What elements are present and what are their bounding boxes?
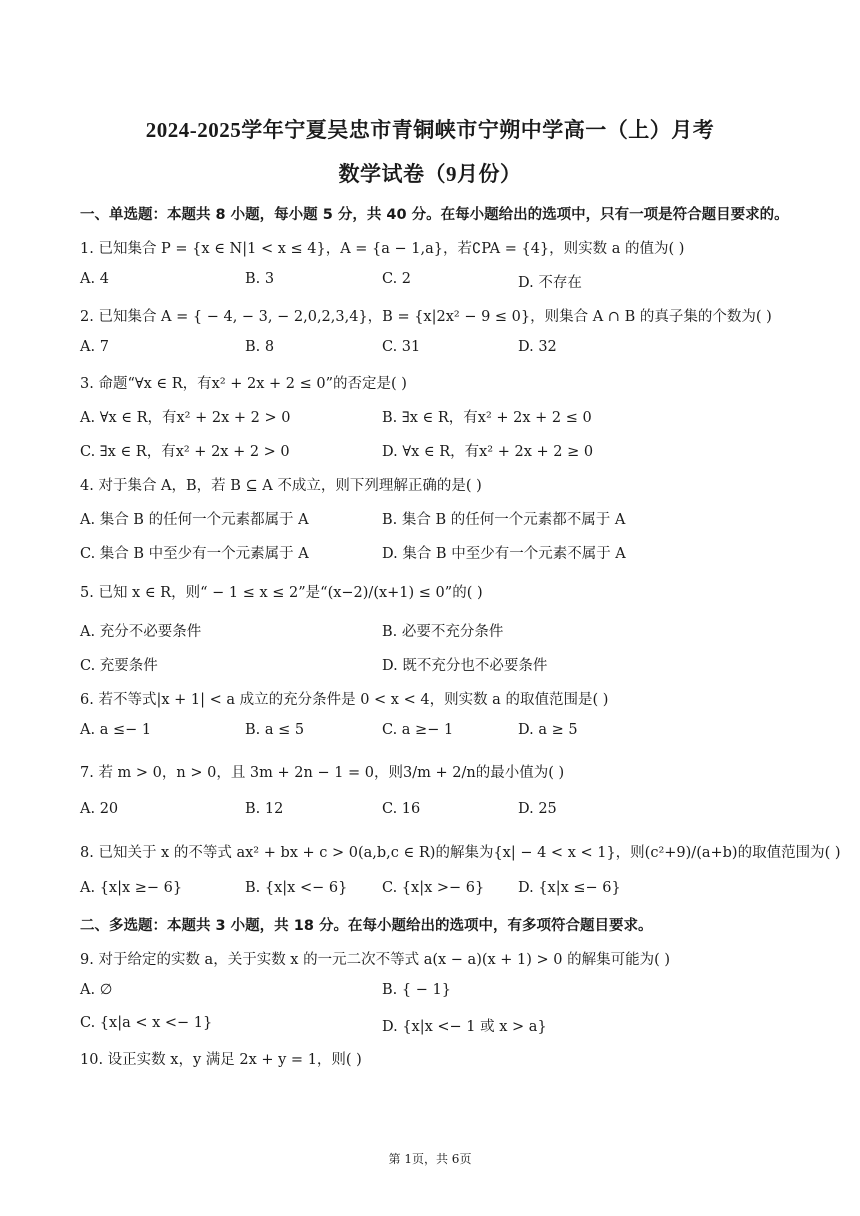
question-1-stem: 1. 已知集合 P = {x ∈ N|1 < x ≤ 4}，A = {a − 1,a}，若∁PA = {4}，则实数 a 的值为( ) [80, 241, 685, 257]
question-2-option-b: B. 8 [245, 339, 275, 355]
question-9-option-b: B. { − 1} [382, 982, 451, 998]
question-8-option-b: B. {x|x <− 6} [245, 880, 348, 896]
question-6-option-b: B. a ≤ 5 [245, 722, 305, 738]
question-3-option-c: C. ∃x ∈ R，有x² + 2x + 2 > 0 [80, 444, 290, 460]
question-6-option-a: A. a ≤− 1 [80, 722, 152, 738]
question-7-option-a: A. 20 [80, 801, 119, 817]
question-7-option-d: D. 25 [518, 801, 557, 817]
question-5-option-a: A. 充分不必要条件 [80, 624, 202, 640]
question-10-stem: 10. 设正实数 x，y 满足 2x + y = 1，则( ) [80, 1052, 362, 1068]
exam-title: 2024-2025学年宁夏吴忠市青铜峡市宁朔中学高一（上）月考 [145, 118, 715, 142]
question-6-option-c: C. a ≥− 1 [382, 722, 454, 738]
question-5-option-b: B. 必要不充分条件 [382, 624, 504, 640]
question-5-stem: 5. 已知 x ∈ R，则“ − 1 ≤ x ≤ 2”是“(x−2)/(x+1) ≤ 0”的( ) [80, 585, 483, 601]
question-1-option-d: D. 不存在 [518, 275, 582, 291]
question-7-stem: 7. 若 m > 0，n > 0，且 3m + 2n − 1 = 0，则3/m + 2/n的最小值为( ) [80, 765, 565, 781]
question-2-option-a: A. 7 [80, 339, 109, 355]
question-1-option-a: A. 4 [80, 271, 109, 287]
question-6-option-d: D. a ≥ 5 [518, 722, 578, 738]
question-5-option-d: D. 既不充分也不必要条件 [382, 658, 548, 674]
section-multiple-choice: 二、多选题：本题共 3 小题，共 18 分。在每小题给出的选项中，有多项符合题目要求。 [80, 918, 653, 934]
question-7-option-c: C. 16 [382, 801, 421, 817]
question-8-stem: 8. 已知关于 x 的不等式 ax² + bx + c > 0(a,b,c ∈ R)的解集为{x| − 4 < x < 1}，则(c²+9)/(a+b)的取值范围为( ) [80, 845, 841, 861]
question-2-stem: 2. 已知集合 A = { − 4, − 3, − 2,0,2,3,4}，B = {x|2x² − 9 ≤ 0}，则集合 A ∩ B 的真子集的个数为( ) [80, 309, 772, 325]
section-single-choice: 一、单选题：本题共 8 小题，每小题 5 分，共 40 分。在每小题给出的选项中，只有一项是符合题目要求的。 [80, 207, 789, 223]
question-4-option-d: D. 集合 B 中至少有一个元素不属于 A [382, 546, 626, 562]
question-3-option-a: A. ∀x ∈ R，有x² + 2x + 2 > 0 [80, 410, 291, 426]
question-4-stem: 4. 对于集合 A，B，若 B ⊆ A 不成立，则下列理解正确的是( ) [80, 478, 482, 494]
question-1-option-c: C. 2 [382, 271, 412, 287]
question-8-option-d: D. {x|x ≤− 6} [518, 880, 621, 896]
question-8-option-a: A. {x|x ≥− 6} [80, 880, 183, 896]
question-2-option-c: C. 31 [382, 339, 421, 355]
question-2-option-d: D. 32 [518, 339, 557, 355]
question-8-option-c: C. {x|x >− 6} [382, 880, 485, 896]
question-4-option-a: A. 集合 B 的任何一个元素都属于 A [80, 512, 309, 528]
question-4-option-b: B. 集合 B 的任何一个元素都不属于 A [382, 512, 626, 528]
question-7-option-b: B. 12 [245, 801, 284, 817]
question-9-option-c: C. {x|a < x <− 1} [80, 1015, 213, 1031]
question-3-stem: 3. 命题“∀x ∈ R，有x² + 2x + 2 ≤ 0”的否定是( ) [80, 376, 407, 392]
question-6-stem: 6. 若不等式|x + 1| < a 成立的充分条件是 0 < x < 4，则实数 a 的取值范围是( ) [80, 692, 609, 708]
question-4-option-c: C. 集合 B 中至少有一个元素属于 A [80, 546, 309, 562]
exam-subtitle: 数学试卷（9月份） [338, 162, 522, 186]
question-3-option-d: D. ∀x ∈ R，有x² + 2x + 2 ≥ 0 [382, 444, 594, 460]
question-5-option-c: C. 充要条件 [80, 658, 158, 674]
question-3-option-b: B. ∃x ∈ R，有x² + 2x + 2 ≤ 0 [382, 410, 592, 426]
page-footer: 第 1页，共 6页 [388, 1152, 472, 1166]
question-9-option-d: D. {x|x <− 1 或 x > a} [382, 1019, 547, 1035]
question-9-stem: 9. 对于给定的实数 a，关于实数 x 的一元二次不等式 a(x − a)(x + 1) > 0 的解集可能为( ) [80, 952, 671, 968]
question-9-option-a: A. ∅ [80, 982, 113, 998]
question-1-option-b: B. 3 [245, 271, 275, 287]
